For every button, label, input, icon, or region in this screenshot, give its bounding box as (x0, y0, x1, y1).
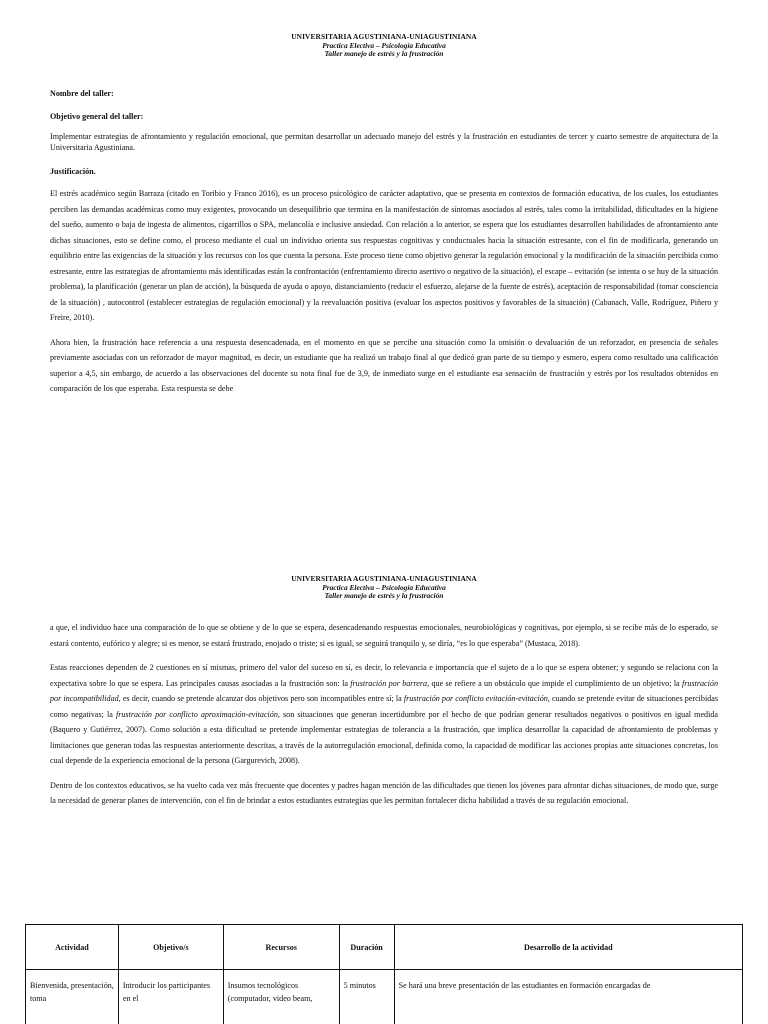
table-header-row (26, 925, 743, 970)
course-name: Practica Electiva – Psicología Educativa (322, 40, 446, 50)
page-body (50, 620, 718, 809)
justification-paragraph-2: Ahora bien, la frustración hace referencia a una respuesta desencadenada, en el momento en que se percibe una situación como la omisión o devaluación de un reforzador, en presencia de señales previamente asociadas con un reforzador de mayor magnitud, es decir, un estudiante que ha realizó un trabajo final al que dedicó gran parte de su tiempo y esmero, espera como resultado una calificación superior a 4,5, sin embargo, de acuerdo a las observaciones del docente su nota final fue de 3,9, de inmediato surge en el estudiante esa sensación de frustración y estrés por los resultados obtenidos en comparación de los que esperaba. Esta respuesta se debe (50, 337, 718, 393)
header-resources: Recursos (223, 925, 339, 970)
incompatibility-frustration-term: frustración por incompatibilidad, (50, 678, 718, 703)
cell-resources: Insumos tecnológicos (computador, video beam, (223, 970, 339, 1024)
course-name: Practica Electiva – Psicología Educativa (322, 582, 446, 592)
cell-objectives: Introducir los participantes en el (118, 970, 223, 1024)
justification-paragraph-1: El estrés académico según Barraza (citado en Toribio y Franco 2016), es un proceso psicológico de carácter adaptativo, que se presenta en contextos de formación educativa, de los cuales, los estudiantes perciben las demandas académicas como muy exigentes, provocando un desequilibrio que termina en la manifestación de síntomas asociados al estrés, tales como la irritabilidad, dificultades en la higiene del sueño, aumento o baja de ingesta de alimentos, cigarrillos o SPA, melancolía e inclusive ansiedad. Con relación a lo anterior, se espera que los estudiantes desarrollen habilidades de afrontamiento ante dichas situaciones, esto se define como, el proceso mediante el cual un individuo orienta sus respuestas cognitivas y conductuales hacia la situación estresante, con el fin de modificarla, generando un equilibrio entre las exigencias de la situación y los recursos con los que cuenta la persona. Este proceso tiene como objetivo generar la regulación emocional y la modificación de la situación percibida como estresante, entre las estrategias de afrontamiento más identificadas están la confrontación (enfrentamiento directo asertivo o negativo de la situación), el escape – evitación (se intenta o se huy de la situación problema), la planificación (generar un plan de acción), la búsqueda de ayuda o apoyo, distanciamiento (reducir el esfuerzo, alejarse de la fuente de estrés), aceptación de responsabilidad (tomar consciencia de la situación) , autocontrol (establecer estrategias de regulación emocional) y la reevaluación positiva (evaluar los aspectos positivos y favorables de la situación) (Cabanach, Valle, Rodríguez, Piñero y Freire, 2010). (50, 189, 718, 322)
page-header (0, 33, 768, 59)
activities-table (25, 924, 743, 1024)
university-name: UNIVERSITARIA AGUSTINIANA-UNIAGUSTINIANA (291, 574, 477, 583)
document-page-2 (0, 572, 768, 1024)
educational-context-paragraph: Dentro de los contextos educativos, se ha vuelto cada vez más frecuente que docentes y padres hagan mención de las dificultades que tienen los jóvenes para afrontar dichas situaciones, de modo que, surge la necesidad de generar planes de intervención, con el fin de brindar a estos estudiantes estrategias que les permitan fortalecer dicha habilidad a través de su regulación emocional. (50, 780, 718, 805)
cell-duration: 5 minutos (339, 970, 394, 1024)
page-body (50, 88, 718, 397)
approach-avoidance-term: frustración por conflicto aproximación-evitación, (115, 709, 280, 719)
cell-activity: Bienvenida, presentación, toma (26, 970, 119, 1024)
table-row (26, 970, 743, 1024)
header-objectives: Objetivo/s (118, 925, 223, 970)
page-gap (0, 510, 768, 572)
cell-development: Se hará una breve presentación de las estudiantes en formación encargadas de (394, 970, 742, 1024)
workshop-name-label: Nombre del taller: (50, 89, 114, 98)
objective-text: Implementar estrategias de afrontamiento y regulación emocional, que permitan desarrollar un adecuado manejo del estrés y la frustración en estudiantes de tercer y cuarto semestre de arquitectura de la Universitaria Agustiniana. (50, 132, 718, 152)
justification-label: Justificación. (50, 167, 96, 176)
university-name: UNIVERSITARIA AGUSTINIANA-UNIAGUSTINIANA (291, 32, 477, 41)
header-duration: Duración (339, 925, 394, 970)
continuation-paragraph: a que, el individuo hace una comparación de lo que se obtiene y de lo que se espera, desencadenando respuestas emocionales, neurobiológicas y cognitivas, por ejemplo, si se recibe más de lo esperado, se estará contento, eufórico y alegre; si es menor, se estará frustrado, enojado o triste; si es igual, se seguirá tranquilo y, se diría, “es lo que esperaba” (Mustaca, 2018). (50, 623, 718, 648)
document-page-1 (0, 0, 768, 510)
header-activity: Actividad (26, 925, 119, 970)
workshop-name: Taller manejo de estrés y la frustración (324, 591, 444, 601)
objective-label: Objetivo general del taller: (50, 112, 144, 121)
barrier-frustration-term: frustración por barrera, (350, 678, 430, 688)
avoidance-avoidance-term: frustración por conflicto evitación-evitación, (403, 694, 550, 703)
frustration-causes-paragraph: Estas reacciones dependen de 2 cuestiones en sí mismas, primero del valor del suceso en sí, es decir, lo relevancia e importancia que el sujeto de a lo que se espera obtener; y segundo se relaciona con la expectativa sobre lo que se espera. Las principales causas asociadas a la frustración son: la frustración por barrera, que se refiere a un obstáculo que impide el cumplimiento de un objetivo; la frustración por incompatibilidad, es decir, cuando se pretende alcanzar dos objetivos pero son incompatibles entre sí; la frustración por conflicto evitación-evitación, cuando se pretende evitar de situaciones percibidas como negativas; la frustración por conflicto aproximación-evitación, son situaciones que generan incertidumbre por el hecho de que podrían generar resultados negativos o positivos en igual medida (Baquero y Gutiérrez, 2007). Como solución a esta dificultad se pretende implementar estrategias de tolerancia a la frustración, que implica desarrollar la capacidad de afrontamiento de problemas y limitaciones que generan todas las respuestas anteriormente descritas, a través de la autorregulación emocional, definida como, la capacidad de modificar las acciones propias ante situaciones concretas, los cual depende de la experiencia emocional de la persona (Gargurevich, 2008). (50, 663, 718, 765)
header-development: Desarrollo de la actividad (394, 925, 742, 970)
workshop-name: Taller manejo de estrés y la frustración (324, 49, 444, 59)
page-header (0, 575, 768, 601)
